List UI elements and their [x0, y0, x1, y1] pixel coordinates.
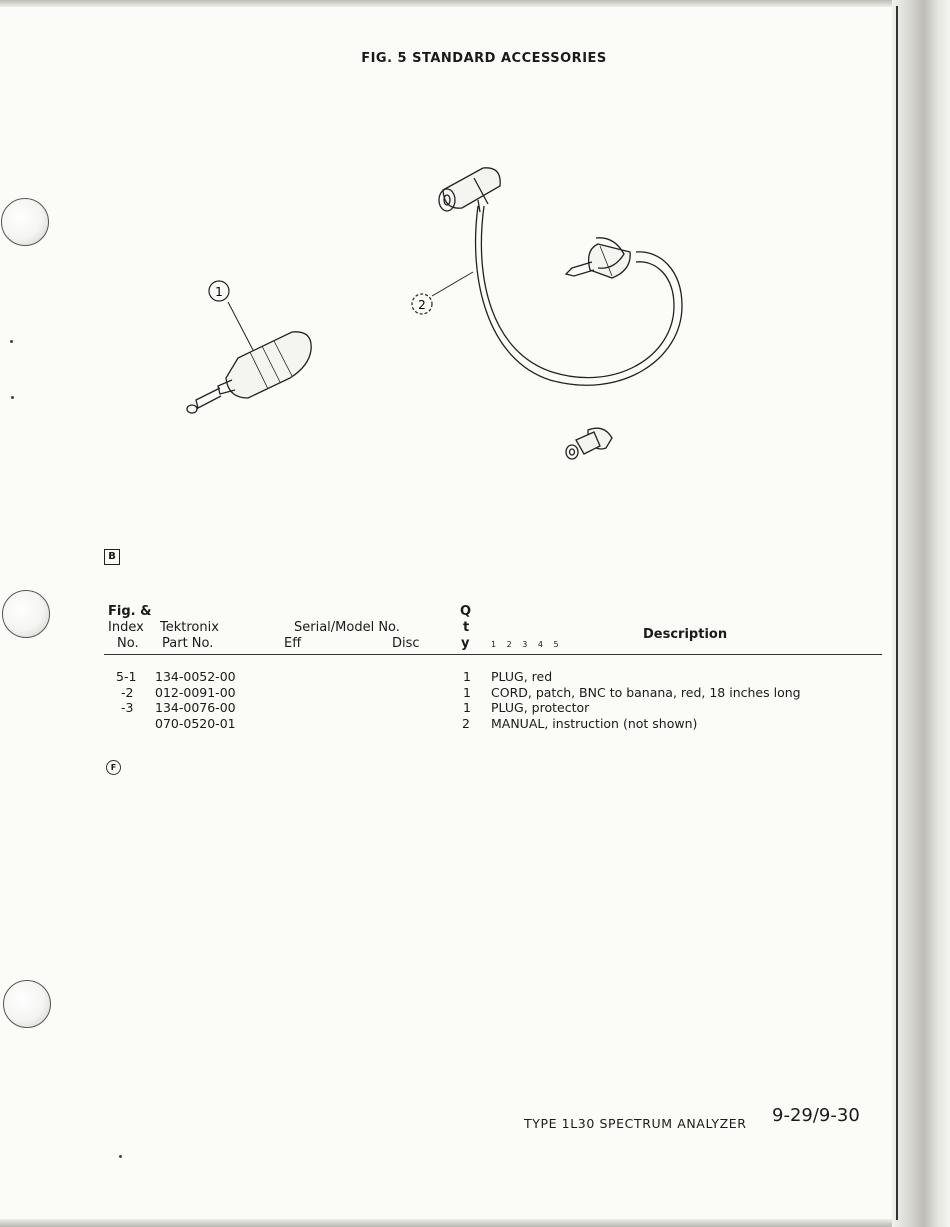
header-serial-model: Serial/Model No.	[294, 620, 400, 635]
header-fig-line3: No.	[117, 636, 139, 651]
header-rule	[104, 654, 882, 655]
footer-page-number: 9-29/9-30	[772, 1105, 860, 1126]
row-part-no: 134-0052-00	[155, 669, 236, 684]
scan-speck	[11, 396, 14, 399]
row-qty: 1	[463, 685, 471, 700]
row-description: PLUG, red	[491, 669, 553, 684]
svg-text:2: 2	[418, 298, 426, 312]
accessories-illustration	[0, 0, 900, 520]
row-part-no: 012-0091-00	[155, 685, 236, 700]
patch-cord-icon	[439, 168, 682, 385]
header-fig-line1: Fig. &	[108, 604, 152, 619]
callout-2-icon	[412, 272, 473, 314]
banana-plug-icon	[187, 332, 311, 413]
scan-edge-bottom	[0, 1219, 900, 1227]
row-description: CORD, patch, BNC to banana, red, 18 inches long	[491, 685, 801, 700]
callout-1-icon	[209, 281, 253, 350]
row-part-no: 070-0520-01	[155, 716, 236, 731]
row-index: -3	[121, 700, 134, 715]
scan-speck	[10, 340, 13, 343]
f-mark-icon: F	[106, 760, 121, 775]
header-indent-digits: 1 2 3 4 5	[491, 640, 563, 649]
header-description: Description	[643, 627, 728, 642]
header-qty-q: Q	[460, 604, 472, 619]
header-tektronix: Tektronix	[160, 620, 219, 635]
protector-plug-icon	[566, 428, 612, 459]
punch-hole-middle	[2, 590, 50, 638]
row-qty: 1	[463, 700, 471, 715]
section-marker-b: B	[104, 549, 120, 565]
svg-text:1: 1	[215, 285, 223, 299]
punch-hole-bottom	[3, 980, 51, 1028]
row-description: MANUAL, instruction (not shown)	[491, 716, 698, 731]
scan-edge-right	[892, 0, 950, 1227]
header-qty-y: y	[461, 636, 470, 651]
row-qty: 2	[462, 716, 470, 731]
row-description: PLUG, protector	[491, 700, 590, 715]
row-index: -2	[121, 685, 134, 700]
header-disc: Disc	[392, 636, 420, 651]
header-fig-line2: Index	[108, 620, 144, 635]
row-index: 5-1	[116, 669, 137, 684]
page-title: FIG. 5 STANDARD ACCESSORIES	[361, 51, 607, 66]
scan-speck	[119, 1155, 122, 1158]
row-qty: 1	[463, 669, 471, 684]
header-eff: Eff	[284, 636, 302, 651]
header-qty-t: t	[463, 620, 470, 635]
header-part-no: Part No.	[162, 636, 214, 651]
row-part-no: 134-0076-00	[155, 700, 236, 715]
footer-type-line: TYPE 1L30 SPECTRUM ANALYZER	[524, 1116, 747, 1131]
